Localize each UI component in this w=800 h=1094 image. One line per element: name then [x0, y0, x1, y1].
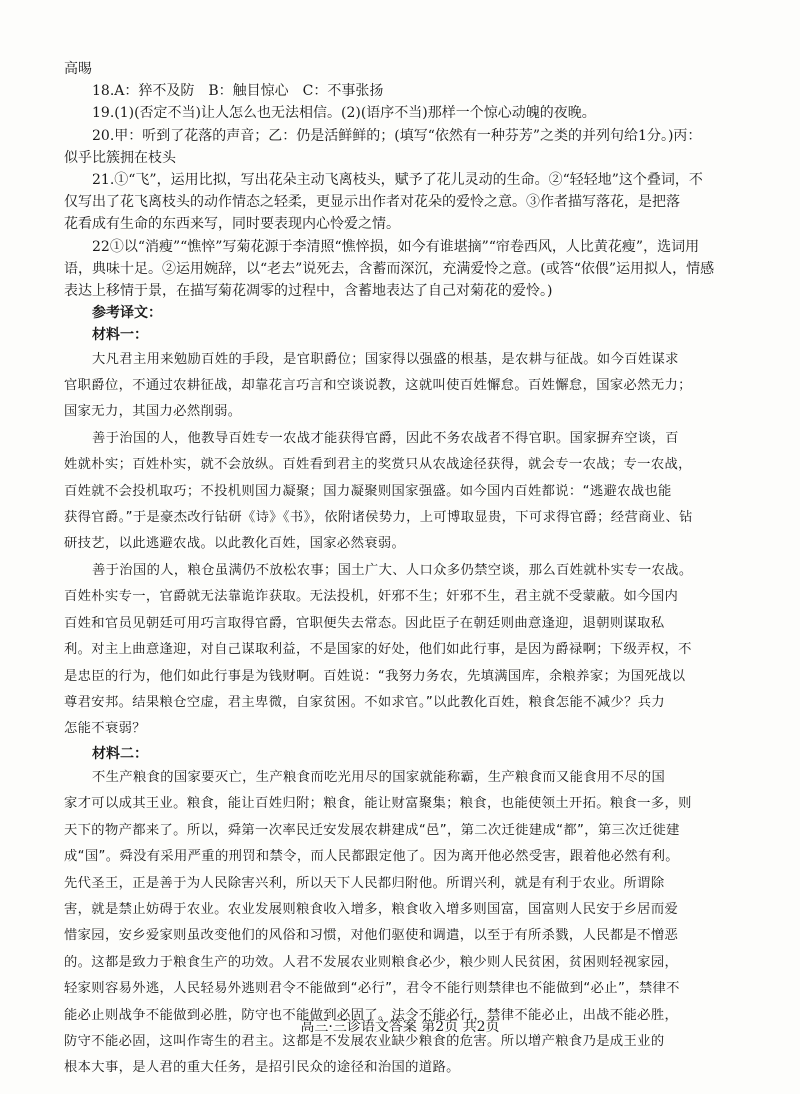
material1-line: 姓就朴实；百姓朴实，就不会放纵。百姓看到君主的奖赏只从农战途径获得，就会专一农战；专一农战， [64, 457, 692, 473]
material2-line: 能必止则战争不能做到必胜，防守也不能做到必固了。法令不能必行，禁律不能必止，出战不能必胜， [64, 1007, 679, 1023]
material2-line: 根本大事，是人君的重大任务，是招引民众的途径和治国的道路。 [64, 1060, 460, 1076]
answer-22: 22①以“消瘦”“憔悴”写菊花源于李清照“憔悴损，如今有谁堪摘”“帘卷西风，人比黄花瘦”，选词用 [92, 238, 700, 255]
answer-19: 19.(1)(否定不当)让人怎么也无法相信。(2)(语序不当)那样一个惊心动魄的夜晚。 [92, 105, 596, 122]
material2-line: 不生产粮食的国家要灭亡，生产粮食而吃光用尽的国家就能称霸，生产粮食而又能食用不尽的国 [92, 769, 666, 785]
material2-heading: 材料二： [92, 745, 148, 762]
material2-line: 的。这都是致力于粮食生产的功效。人君不发展农业则粮食必少，粮少则人民贫困，贫困则轻视家园， [64, 954, 679, 970]
material1-heading: 材料一： [92, 327, 148, 344]
answer-line: 仅写出了花飞离枝头的动作情态之轻柔，更显示出作者对花朵的爱怜之意。③作者描写落花，是把落 [64, 194, 680, 211]
answer-line: 花看成有生命的东西来写，同时要表现内心怜爱之情。 [64, 216, 400, 233]
material1-line: 获得官爵。”于是豪杰改行钻研《诗》《书》，依附诸侯势力，上可博取显贵，下可求得官爵；经营商业、钻 [64, 510, 693, 526]
page-footer: 高三·三诊语文答案 第2页 共2页 [300, 1019, 500, 1035]
material1-line: 百姓朴实专一，官爵就无法靠诡诈获取。无法投机，奸邪不生；奸邪不生，君主就不受蒙蔽。如今国内 [64, 589, 679, 605]
material1-line: 大凡君主用来勉励百姓的手段，是官职爵位；国家得以强盛的根基，是农耕与征战。如今百姓谋求 [92, 351, 679, 367]
answer-line: 表达上移情于景，在描写菊花凋零的过程中，含蓄地表达了自己对菊花的爱怜。) [64, 283, 553, 300]
answer-18: 18.A：猝不及防 B：触目惊心 C：不事张扬 [92, 83, 384, 100]
material2-line: 防守不能必固，这叫作寄生的君主。这都是不发展农业缺少粮食的危害。所以增产粮食乃是成王业的 [64, 1034, 665, 1049]
material1-line: 百姓就不会投机取巧；不投机则国力凝聚；国力凝聚则国家强盛。如今国内百姓都说：“逃避农战也能 [64, 483, 672, 499]
material1-line: 尊君安邦。结果粮仓空虚，君主卑微，自家贫困。不如求官。”以此教化百姓，粮食怎能不减少？兵力 [64, 694, 666, 710]
material1-line: 百姓和官员见朝廷可用巧言取得官爵，官职便失去常态。因此臣子在朝廷则曲意逢迎，退朝则谋取私 [64, 615, 665, 631]
answer-line: 似乎比簇拥在枝头 [64, 149, 176, 166]
material1-line: 善于治国的人，他教导百姓专一农战才能获得官爵，因此不务农战者不得官职。国家摒弃空谈，百 [92, 430, 679, 446]
material2-line: 惜家园，安乡爱家则虽改变他们的风俗和习惯，对他们驱使和调遣，以至于有所杀戮，人民都是不憎恶 [64, 928, 679, 944]
material2-line: 家才可以成其王业。粮食，能让百姓归附；粮食，能让财富聚集；粮食，也能使领土开拓。粮食一多，则 [64, 796, 692, 812]
answer-20: 20.甲：听到了花落的声音；乙：仍是活鲜鲜的；(填写“依然有一种芬芳”之类的并列句给1分。)丙： [92, 127, 702, 144]
material1-body [64, 347, 738, 743]
material1-line: 善于治国的人，粮仓虽满仍不放松农事；国土广大、人口众多仍禁空谈，那么百姓就朴实专一农战。 [92, 562, 693, 578]
material2-line: 轻家则容易外逃，人民轻易外逃则君令不能做到“必行”，君令不能行则禁律也不能做到“必止”，禁律不 [64, 981, 680, 997]
answer-line: 语，典味十足。②运用婉辞，以“老去”说死去，含蓄而深沉，充满爱怜之意。(或答“依偎”运用拟人，情感 [64, 260, 715, 277]
translation-heading: 参考译文： [92, 305, 162, 322]
material1-line: 研技艺，以此逃避农战。以此教化百姓，国家必然衰弱。 [64, 536, 406, 552]
answer-line: 高晹 [64, 61, 92, 77]
material2-line: 天下的物产都来了。所以，舜第一次率民迁安发展农耕建成“邑”，第二次迁徙建成“都”，第三次迁徙建 [64, 822, 680, 838]
answer-section [64, 58, 738, 302]
material1-line: 国家无力，其国力必然削弱。 [64, 404, 242, 420]
material1-line: 是忠臣的行为，他们如此行事是为钱财啊。百姓说：“我努力务农，先填满国库，余粮养家；为国死战以 [64, 668, 686, 684]
material1-line: 官职爵位，不通过农耕征战，却靠花言巧言和空谈说教，这就叫使百姓懈怠。百姓懈怠，国家必然无力； [64, 378, 692, 394]
answer-21: 21.①“飞”，运用比拟，写出花朵主动飞离枝头，赋予了花儿灵动的生命。②“轻轻地”这个叠词，不 [92, 172, 703, 189]
material1-line: 利。对主上曲意逢迎，对自己谋取利益，不是国家的好处，他们如此行事，是因为爵禄啊；下级弄权，不 [64, 642, 692, 658]
material1-line: 怎能不衰弱？ [64, 721, 146, 737]
material2-line: 先代圣王，正是善于为人民除害兴利，所以天下人民都归附他。所谓兴利，就是有利于农业。所谓除 [64, 875, 665, 891]
material2-line: 成“国”。舜没有采用严重的刑罚和禁令，而人民都跟定他了。因为离开他必然受害，跟着他必然有利。 [64, 849, 679, 865]
material2-line: 害，就是禁止妨碍于农业。农业发展则粮食收入增多，粮食收入增多则国富，国富则人民安于乡居而爱 [64, 901, 679, 917]
